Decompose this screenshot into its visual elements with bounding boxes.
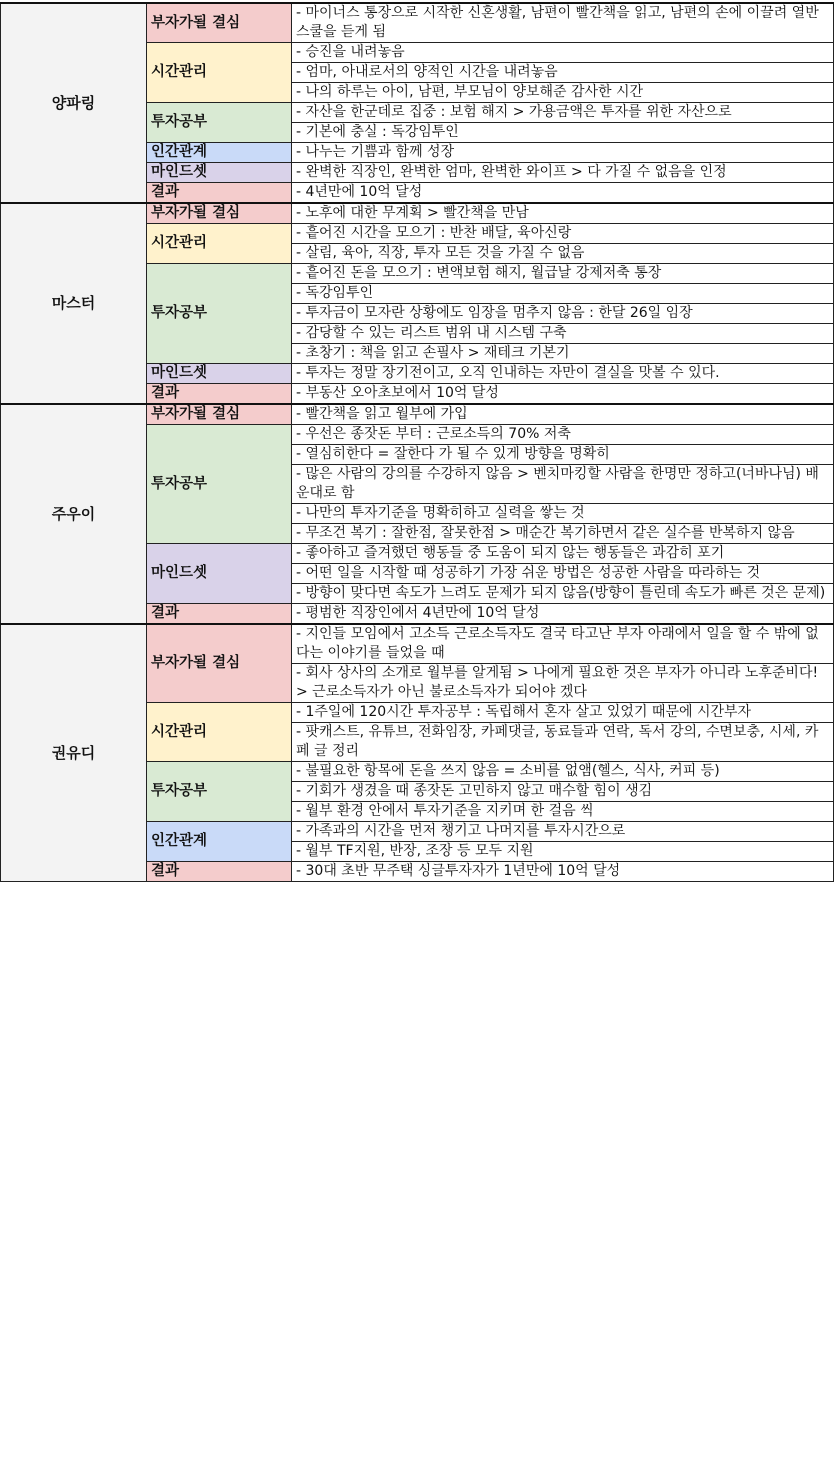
item-text: - 팟캐스트, 유튜브, 전화임장, 카페댓글, 동료들과 연락, 독서 강의, 수면보충, 시세, 카페 글 정리 [292,723,834,762]
item-text: - 마이너스 통장으로 시작한 신혼생활, 남편이 빨간책을 읽고, 남편의 손에 이끌려 열반스쿨을 듣게 됨 [292,3,834,43]
item-text: - 가족과의 시간을 먼저 챙기고 나머지를 투자시간으로 [292,822,834,842]
person-name: 마스터 [1,203,147,404]
item-text: - 승진을 내려놓음 [292,43,834,63]
category-label: 시간관리 [147,43,292,103]
item-text: - 월부 TF지원, 반장, 조장 등 모두 지원 [292,842,834,862]
strategy-table [0,2,834,882]
item-text: - 어떤 일을 시작할 때 성공하기 가장 쉬운 방법은 성공한 사람을 따라하는 것 [292,564,834,584]
item-text: - 기회가 생겼을 때 종잣돈 고민하지 않고 매수할 힘이 생김 [292,782,834,802]
item-text: - 4년만에 10억 달성 [292,183,834,204]
category-label: 결과 [147,183,292,204]
table-row [1,624,834,664]
item-text: - 지인들 모임에서 고소득 근로소득자도 결국 타고난 부자 아래에서 일을 할 수 밖에 없다는 이야기를 들었을 때 [292,624,834,664]
item-text: - 독강임투인 [292,284,834,304]
category-label: 인간관계 [147,822,292,862]
category-label: 시간관리 [147,703,292,762]
table-row [1,404,834,425]
item-text: - 흩어진 시간을 모으기 : 반찬 배달, 육아신랑 [292,224,834,244]
category-label: 결과 [147,384,292,405]
category-label: 부자가될 결심 [147,3,292,43]
item-text: - 30대 초반 무주택 싱글투자자가 1년만에 10억 달성 [292,862,834,882]
item-text: - 노후에 대한 무계획 > 빨간책을 만남 [292,203,834,224]
item-text: - 평범한 직장인에서 4년만에 10억 달성 [292,604,834,625]
item-text: - 열심히한다 = 잘한다 가 될 수 있게 방향을 명확히 [292,445,834,465]
category-label: 마인드셋 [147,163,292,183]
item-text: - 투자금이 모자란 상황에도 임장을 멈추지 않음 : 한달 26일 임장 [292,304,834,324]
table-row [1,203,834,224]
item-text: - 초창기 : 책을 읽고 손필사 > 재테크 기본기 [292,344,834,364]
item-text: - 나의 하루는 아이, 남편, 부모님이 양보해준 감사한 시간 [292,83,834,103]
category-label: 부자가될 결심 [147,203,292,224]
category-label: 결과 [147,604,292,625]
item-text: - 우선은 종잣돈 부터 : 근로소득의 70% 저축 [292,425,834,445]
item-text: - 많은 사람의 강의를 수강하지 않음 > 벤치마킹할 사람을 한명만 정하고(너바나님) 배운대로 함 [292,465,834,504]
table-row [1,3,834,43]
category-label: 부자가될 결심 [147,624,292,703]
category-label: 마인드셋 [147,544,292,604]
item-text: - 나누는 기쁨과 함께 성장 [292,143,834,163]
item-text: - 회사 상사의 소개로 월부를 알게됨 > 나에게 필요한 것은 부자가 아니라 노후준비다! > 근로소득자가 아닌 불로소득자가 되어야 겠다 [292,664,834,703]
item-text: - 빨간책을 읽고 월부에 가입 [292,404,834,425]
item-text: - 방향이 맞다면 속도가 느려도 문제가 되지 않음(방향이 틀린데 속도가 빠른 것은 문제) [292,584,834,604]
category-label: 투자공부 [147,103,292,143]
item-text: - 살림, 육아, 직장, 투자 모든 것을 가질 수 없음 [292,244,834,264]
category-label: 결과 [147,862,292,882]
item-text: - 완벽한 직장인, 완벽한 엄마, 완벽한 와이프 > 다 가질 수 없음을 인정 [292,163,834,183]
category-label: 인간관계 [147,143,292,163]
category-label: 부자가될 결심 [147,404,292,425]
person-name: 양파링 [1,3,147,203]
item-text: - 엄마, 아내로서의 양적인 시간을 내려놓음 [292,63,834,83]
item-text: - 기본에 충실 : 독강임투인 [292,123,834,143]
item-text: - 감당할 수 있는 리스트 범위 내 시스템 구축 [292,324,834,344]
category-label: 투자공부 [147,264,292,364]
item-text: - 투자는 정말 장기전이고, 오직 인내하는 자만이 결실을 맛볼 수 있다. [292,364,834,384]
item-text: - 1주일에 120시간 투자공부 : 독립해서 혼자 살고 있었기 때문에 시간부자 [292,703,834,723]
person-name: 권유디 [1,624,147,882]
item-text: - 나만의 투자기준을 명확히하고 실력을 쌓는 것 [292,504,834,524]
item-text: - 부동산 오아초보에서 10억 달성 [292,384,834,405]
item-text: - 월부 환경 안에서 투자기준을 지키며 한 걸음 씩 [292,802,834,822]
category-label: 시간관리 [147,224,292,264]
item-text: - 흩어진 돈을 모으기 : 변액보험 해지, 월급날 강제저축 통장 [292,264,834,284]
item-text: - 불필요한 항목에 돈을 쓰지 않음 = 소비를 없앰(헬스, 식사, 커피 등) [292,762,834,782]
item-text: - 자산을 한군데로 집중 : 보험 해지 > 가용금액은 투자를 위한 자산으로 [292,103,834,123]
person-name: 주우이 [1,404,147,624]
item-text: - 좋아하고 즐겨했던 행동들 중 도움이 되지 않는 행동들은 과감히 포기 [292,544,834,564]
category-label: 마인드셋 [147,364,292,384]
category-label: 투자공부 [147,425,292,544]
item-text: - 무조건 복기 : 잘한점, 잘못한점 > 매순간 복기하면서 같은 실수를 반복하지 않음 [292,524,834,544]
category-label: 투자공부 [147,762,292,822]
